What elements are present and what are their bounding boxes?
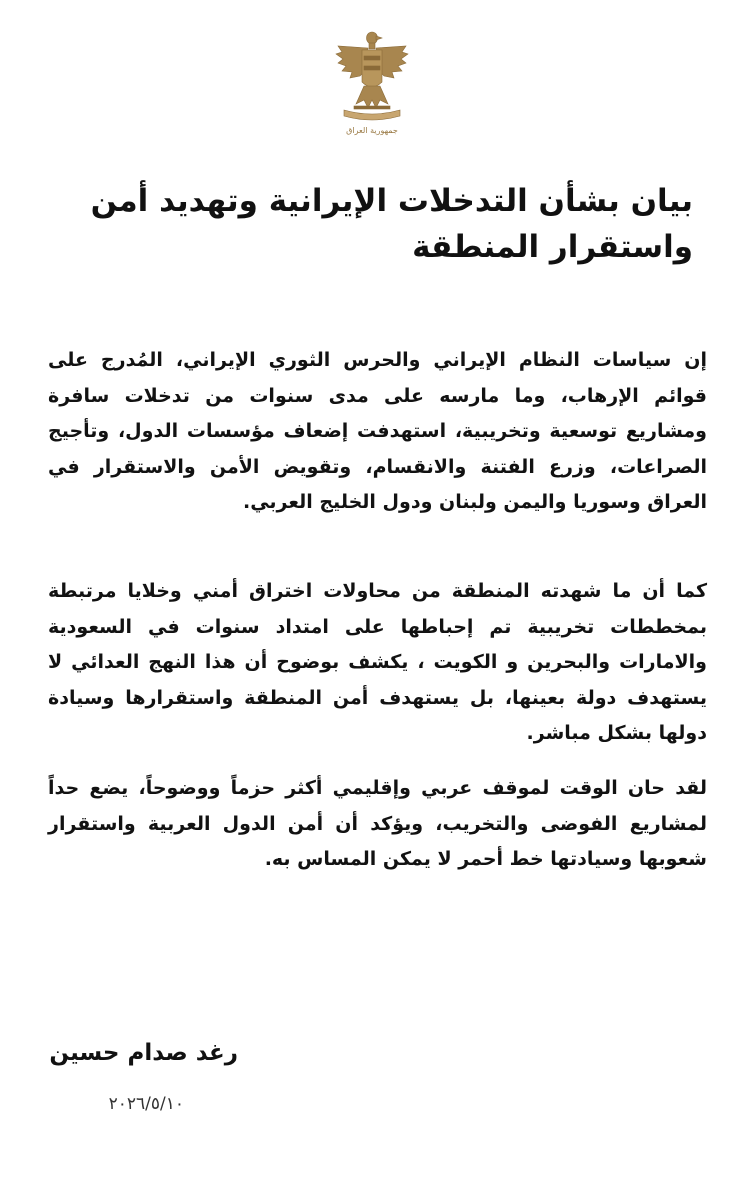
statement-paragraph-3: لقد حان الوقت لموقف عربي وإقليمي أكثر حزماً ووضوحاً، يضع حداً لمشاريع الفوضى والتخريب، ويؤكد أن أمن الدول العربية واستقرار شعوبها وسيادتها خط أحمر لا يمكن المساس به. <box>48 777 707 870</box>
eagle-emblem-icon <box>330 26 414 128</box>
signature-name: رغد صدام حسين <box>49 1040 238 1066</box>
statement-date: ٢٠٢٦/٥/١٠ <box>108 1094 184 1114</box>
emblem-caption: جمهورية العراق <box>346 126 398 135</box>
statement-title: بيان بشأن التدخلات الإيرانية وتهديد أمن واستقرار المنطقة <box>90 183 693 265</box>
emblem-graphic <box>330 26 414 128</box>
statement-paragraph-2: كما أن ما شهدته المنطقة من محاولات اختراق أمني وخلايا مرتبطة بمخططات تخريبية تم إحباطها على امتداد سنوات في السعودية والامارات والبحرين و الكويت ، يكشف بوضوح أن هذا النهج العدائي لا يستهدف دولة بعينها، بل يستهدف أمن المنطقة واستقرارها وسيادة دولها بشكل مباشر. <box>48 580 707 744</box>
statement-paragraph-1: إن سياسات النظام الإيراني والحرس الثوري الإيراني، المُدرج على قوائم الإرهاب، وما مارسه على مدى سنوات من تدخلات سافرة ومشاريع توسعية وتخريبية، استهدفت إضعاف مؤسسات الدول، وتأجيج الصراعات، وزرع الفتنة والانقسام، وتقويض الأمن والاستقرار في العراق وسوريا واليمن ولبنان ودول الخليج العربي. <box>48 349 707 513</box>
